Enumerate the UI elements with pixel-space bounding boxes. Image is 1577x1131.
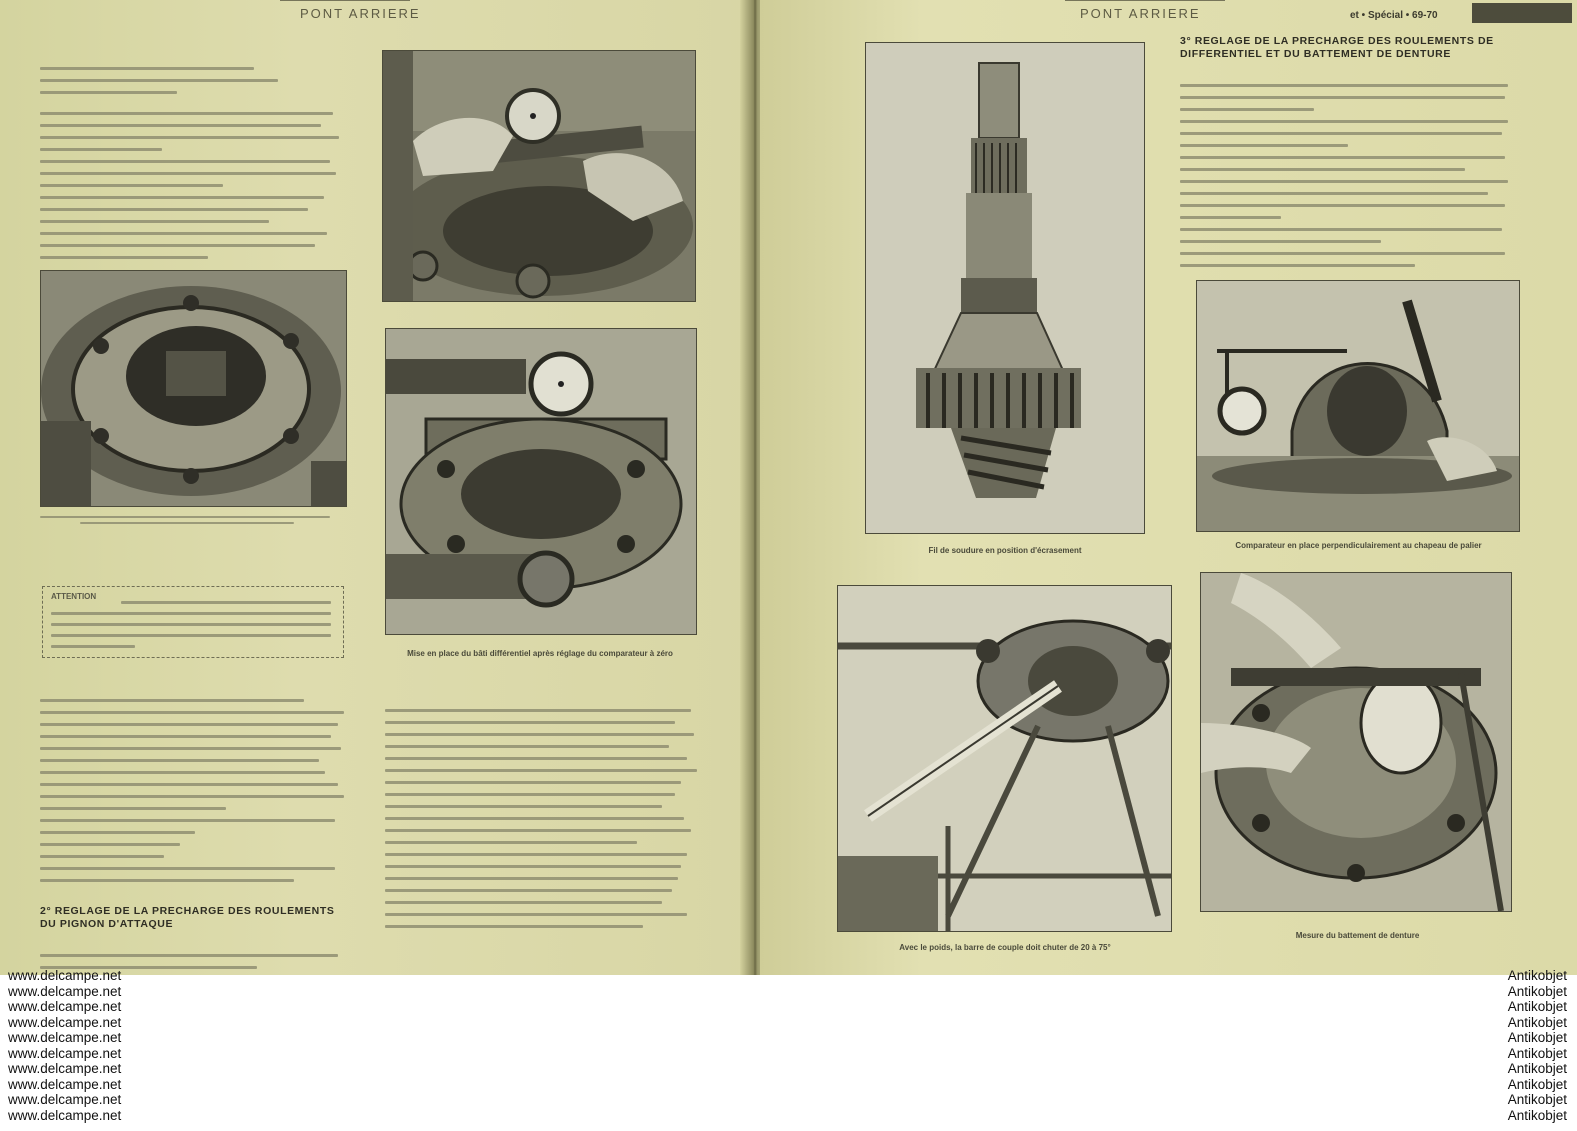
photo-differential-housing — [40, 270, 347, 507]
attention-label: ATTENTION — [51, 592, 97, 601]
watermark-right-line: Antikobjet — [1507, 968, 1567, 983]
photo-hands-dial-gauge — [382, 50, 696, 302]
watermark-left-line: www.delcampe.net — [8, 983, 122, 999]
watermark-right-column — [1477, 968, 1567, 1123]
attention-text-lines — [51, 593, 331, 656]
watermark-right-line: Antikobjet — [1507, 1014, 1567, 1030]
watermark-left-line: www.delcampe.net — [8, 1045, 122, 1061]
watermark-right-line: Antikobjet — [1507, 1076, 1567, 1092]
right-top-text-block — [1180, 75, 1515, 276]
right-running-head: PONT ARRIERE — [1080, 6, 1201, 21]
left-page — [0, 0, 752, 975]
caption-comparator: Comparateur en place perpendiculairement au chapeau de palier — [1235, 541, 1482, 550]
watermark-left-line: www.delcampe.net — [8, 999, 122, 1014]
watermark-right-line: Antikobjet — [1507, 999, 1567, 1014]
watermark-left-line: www.delcampe.net — [8, 1076, 122, 1092]
photo-pinion-gear — [865, 42, 1145, 534]
watermark-left-line: www.delcampe.net — [8, 1030, 122, 1045]
caption-differential-frame: Mise en place du bâti différentiel après réglage du comparateur à zéro — [407, 649, 673, 658]
left-top-text-block — [40, 58, 345, 268]
watermark-right-line: Antikobjet — [1507, 983, 1567, 999]
watermark-left-line: www.delcampe.net — [8, 1014, 122, 1030]
watermark-right-line: Antikobjet — [1507, 1030, 1567, 1045]
watermark-left-line: www.delcampe.net — [8, 1107, 122, 1123]
left-photo-caption-lines — [40, 512, 345, 528]
left-lower-text-column — [40, 690, 350, 891]
photo-backlash-measure — [1200, 572, 1512, 912]
left-section-heading: 2° REGLAGE DE LA PRECHARGE DES ROULEMENTS DU PIGNON D'ATTAQUE — [40, 905, 335, 930]
caption-torque-bar: Avec le poids, la barre de couple doit chuter de 20 à 75° — [899, 943, 1111, 952]
right-section-heading: 3° REGLAGE DE LA PRECHARGE DES ROULEMENTS DE DIFFERENTIEL ET DU BATTEMENT DE DENTURE — [1180, 35, 1494, 60]
photo-comparator — [1196, 280, 1520, 532]
photo-differential-frame-gauge — [385, 328, 697, 635]
right-page — [760, 0, 1577, 975]
watermark-right-line: Antikobjet — [1507, 1107, 1567, 1123]
caption-backlash: Mesure du battement de denture — [1295, 931, 1420, 940]
watermark-left-column — [8, 968, 168, 1123]
right-header-logo-block — [1472, 3, 1572, 23]
watermark-right-line: Antikobjet — [1507, 1045, 1567, 1061]
watermark-right-line: Antikobjet — [1507, 1061, 1567, 1076]
caption-pinion: Fil de soudure en position d'écrasement — [928, 546, 1082, 555]
watermark-right-line: Antikobjet — [1507, 1092, 1567, 1107]
left-running-head: PONT ARRIERE — [300, 6, 421, 21]
watermark-left-line: www.delcampe.net — [8, 1061, 122, 1076]
right-header-tag: et • Spécial • 69-70 — [1350, 10, 1438, 21]
watermark-left-line: www.delcampe.net — [8, 1092, 122, 1107]
photo-torque-bar — [837, 585, 1172, 932]
attention-box — [42, 586, 344, 658]
left-middle-text-column — [385, 700, 700, 937]
watermark-left-line: www.delcampe.net — [8, 968, 122, 983]
